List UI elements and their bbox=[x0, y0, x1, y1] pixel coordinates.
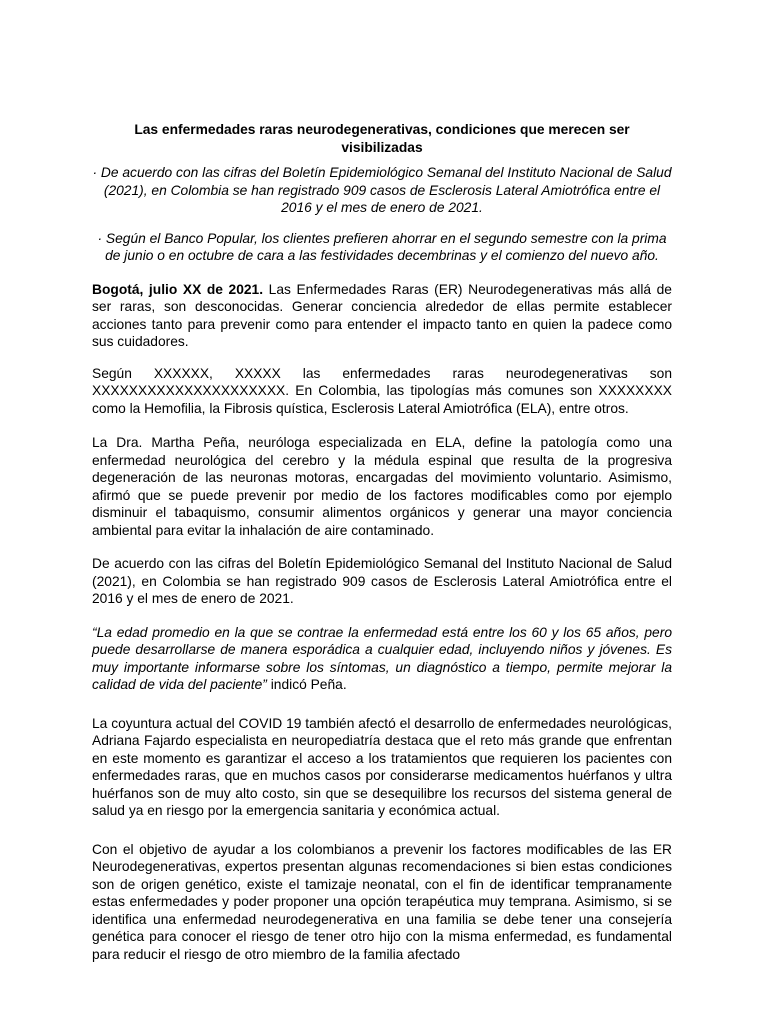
document-title: Las enfermedades raras neurodegenerativas, condiciones que merecen ser visibilizadas bbox=[134, 122, 630, 155]
paragraph-4: De acuerdo con las cifras del Boletín Epidemiológico Semanal del Instituto Nacional de Salud (2021), en Colombia se han registrado 909 casos de Esclerosis Lateral Amiotrófica entre el 2016 y el mes de enero de 2021. bbox=[92, 556, 672, 606]
quote-text: “La edad promedio en la que se contrae la enfermedad está entre los 60 y los 65 años, pero puede desarrollarse de manera esporádica a cualquier edad, incluyendo niños y jóvenes. Es muy importante informarse sobre los síntomas, un diagnóstico a tiempo, permite mejorar la calidad de vida del paciente” bbox=[92, 624, 672, 692]
paragraph-3: La Dra. Martha Peña, neuróloga especializada en ELA, define la patología como una enfermedad neurológica del cerebro y la médula espinal que resulta de la progresiva degeneración de las neuronas motoras, encargadas del movimiento voluntario. Asimismo, afirmó que se puede prevenir por medio de los factores modificables como por ejemplo disminuir el tabaquismo, consumir alimentos orgánicos y generar una mayor conciencia ambiental para evitar la inhalación de aire contaminado. bbox=[92, 435, 672, 538]
paragraph-intro-text: Las Enfermedades Raras (ER) Neurodegenerativas más allá de ser raras, son desconocidas. Generar conciencia alrededor de ellas permite establecer acciones tanto para prevenir como para entender el impacto tanto en quien la padece como sus cuidadores. bbox=[92, 281, 672, 349]
paragraph-5: La coyuntura actual del COVID 19 también afectó el desarrollo de enfermedades neurológicas, Adriana Fajardo especialista en neuropediatría destaca que el reto más grande que enfrentan en este momento es garantizar el acceso a los tratamientos que requieren los pacientes con enfermedades raras, que en muchos casos por considerarse medicamentos huérfanos y ultra huérfanos son de muy alto costo, sin que se desequilibre los recursos del sistema general de salud ya en riesgo por la emergencia sanitaria y económica actual. bbox=[92, 715, 672, 818]
paragraph-6: Con el objetivo de ayudar a los colombianos a prevenir los factores modificables de las ER Neurodegenerativas, expertos presentan algunas recomendaciones si bien estas condiciones son de origen genético, existe el tamizaje neonatal, con el fin de identificar tempranamente estas enfermedades y poder proponer una opción terapéutica muy temprana. Asimismo, si se identifica una enfermedad neurodegenerativa en una familia se debe tener una consejería genética para conocer el riesgo de tener otro hijo con la misma enfermedad, es fundamental para reducir el riesgo de otro miembro de la familia afectado bbox=[92, 841, 672, 962]
lead-bullet-1: · De acuerdo con las cifras del Boletín Epidemiológico Semanal del Instituto Nacional de Salud (2021), en Colombia se han registrado 909 casos de Esclerosis Lateral Amiotrófica entre el 2016 y el mes de enero de 2021. bbox=[92, 165, 672, 215]
quote-paragraph bbox=[92, 624, 672, 694]
lead-bullet-2: · Según el Banco Popular, los clientes prefieren ahorrar en el segundo semestre con la prima de junio o en octubre de cara a las festividades decembrinas y el comienzo del nuevo año. bbox=[97, 230, 667, 263]
quote-attribution: indicó Peña. bbox=[266, 677, 347, 692]
paragraph-intro bbox=[92, 281, 672, 351]
paragraph-2: Según XXXXXX, XXXXX las enfermedades raras neurodegenerativas son XXXXXXXXXXXXXXXXXXXXX. En Colombia, las tipologías más comunes son XXXXXXXX como la Hemofilia, la Fibrosis quística, Esclerosis Lateral Amiotrófica (ELA), entre otros. bbox=[92, 365, 672, 416]
dateline: Bogotá, julio XX de 2021. bbox=[92, 281, 264, 297]
